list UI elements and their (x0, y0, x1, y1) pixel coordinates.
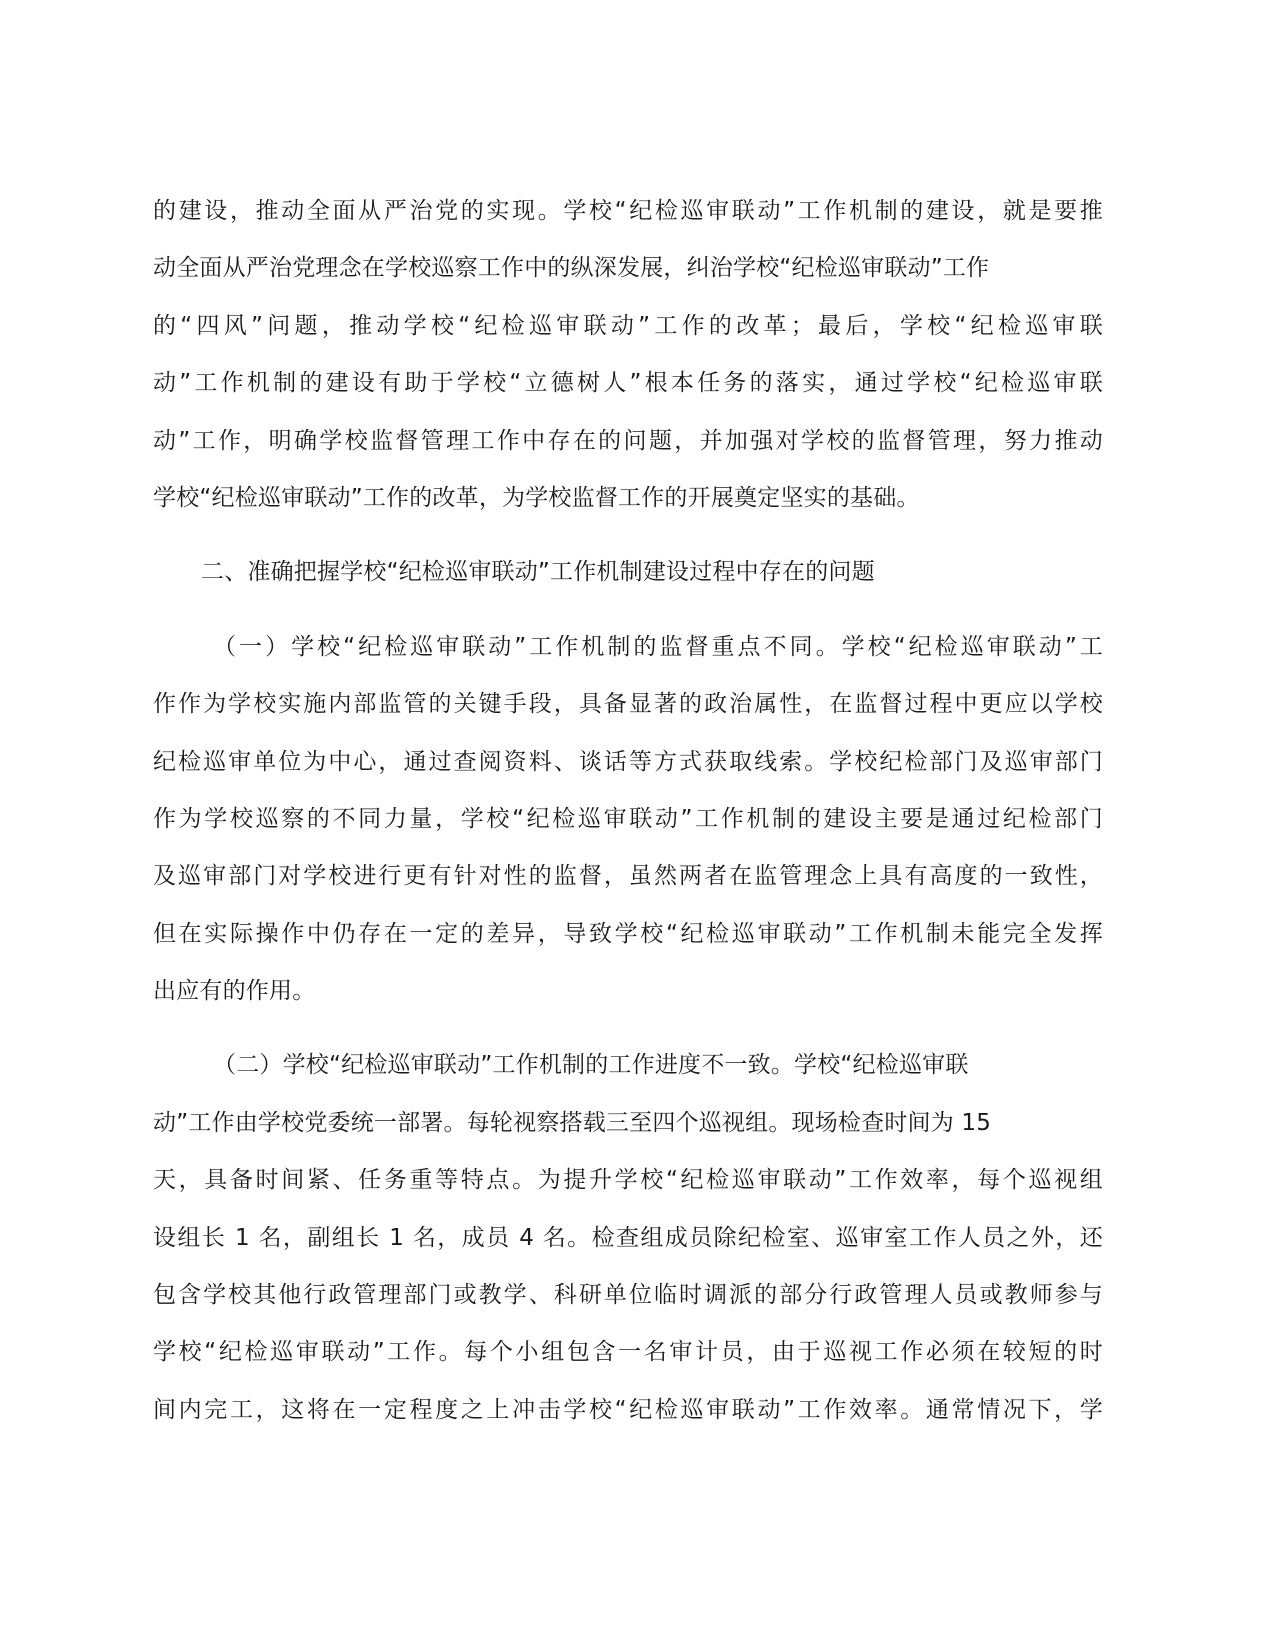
paragraph-line: 作为学校巡察的不同力量，学校“纪检巡审联动”工作机制的建设主要是通过纪检部门 (153, 805, 1103, 832)
document-body (153, 183, 1103, 1439)
paragraph-line: 学校“纪检巡审联动”工作。每个小组包含一名审计员，由于巡视工作必须在较短的时 (153, 1339, 1103, 1366)
paragraph-line: 但在实际操作中仍存在一定的差异，导致学校“纪检巡审联动”工作机制未能完全发挥 (153, 920, 1103, 947)
paragraph-gap (153, 527, 1103, 544)
paragraph-gap (153, 1020, 1103, 1037)
paragraph-line: （二）学校“纪检巡审联动”工作机制的工作进度不一致。学校“纪检巡审联 (213, 1052, 969, 1079)
paragraph-3 (153, 1037, 1103, 1439)
paragraph-line: 的建设，推动全面从严治党的实现。学校“纪检巡审联动”工作机制的建设，就是要推 (153, 198, 1103, 224)
paragraph-line: 包含学校其他行政管理部门或教学、科研单位临时调派的部分行政管理人员或教师参与 (153, 1282, 1103, 1309)
paragraph-line: 动”工作由学校党委统一部署。每轮视察搭载三至四个巡视组。现场检查时间为 15 (153, 1109, 992, 1136)
paragraph-line: （一）学校“纪检巡审联动”工作机制的监督重点不同。学校“纪检巡审联动”工 (213, 633, 1103, 660)
section-heading: 二、准确把握学校“纪检巡审联动”工作机制建设过程中存在的问题 (201, 559, 875, 586)
paragraph-line: 间内完工，这将在一定程度之上冲击学校“纪检巡审联动”工作效率。通常情况下，学 (153, 1396, 1103, 1423)
paragraph-line: 学校“纪检巡审联动”工作的改革，为学校监督工作的开展奠定坚实的基础。 (153, 484, 920, 511)
paragraph-1 (153, 183, 1103, 527)
paragraph-2 (153, 619, 1103, 1021)
paragraph-line: 天，具备时间紧、任务重等特点。为提升学校“纪检巡审联动”工作效率，每个巡视组 (153, 1167, 1103, 1194)
paragraph-line: 动”工作机制的建设有助于学校“立德树人”根本任务的落实，通过学校“纪检巡审联 (153, 370, 1103, 397)
paragraph-line: 动”工作，明确学校监督管理工作中存在的问题，并加强对学校的监督管理，努力推动 (153, 427, 1103, 454)
paragraph-line: 作作为学校实施内部监管的关键手段，具备显著的政治属性，在监督过程中更应以学校 (153, 691, 1103, 718)
paragraph-line: 的“四风”问题，推动学校“纪检巡审联动”工作的改革；最后，学校“纪检巡审联 (153, 312, 1103, 339)
paragraph-line: 纪检巡审单位为中心，通过查阅资料、谈话等方式获取线索。学校纪检部门及巡审部门 (153, 748, 1103, 775)
paragraph-gap (153, 602, 1103, 619)
paragraph-line: 及巡审部门对学校进行更有针对性的监督，虽然两者在监管理念上具有高度的一致性， (153, 863, 1103, 890)
paragraph-line: 出应有的作用。 (153, 978, 316, 1005)
paragraph-line: 动全面从严治党理念在学校巡察工作中的纵深发展，纠治学校“纪检巡审联动”工作 (153, 255, 990, 282)
paragraph-line: 设组长 1 名，副组长 1 名，成员 4 名。检查组成员除纪检室、巡审室工作人员之外，还 (153, 1224, 1103, 1251)
